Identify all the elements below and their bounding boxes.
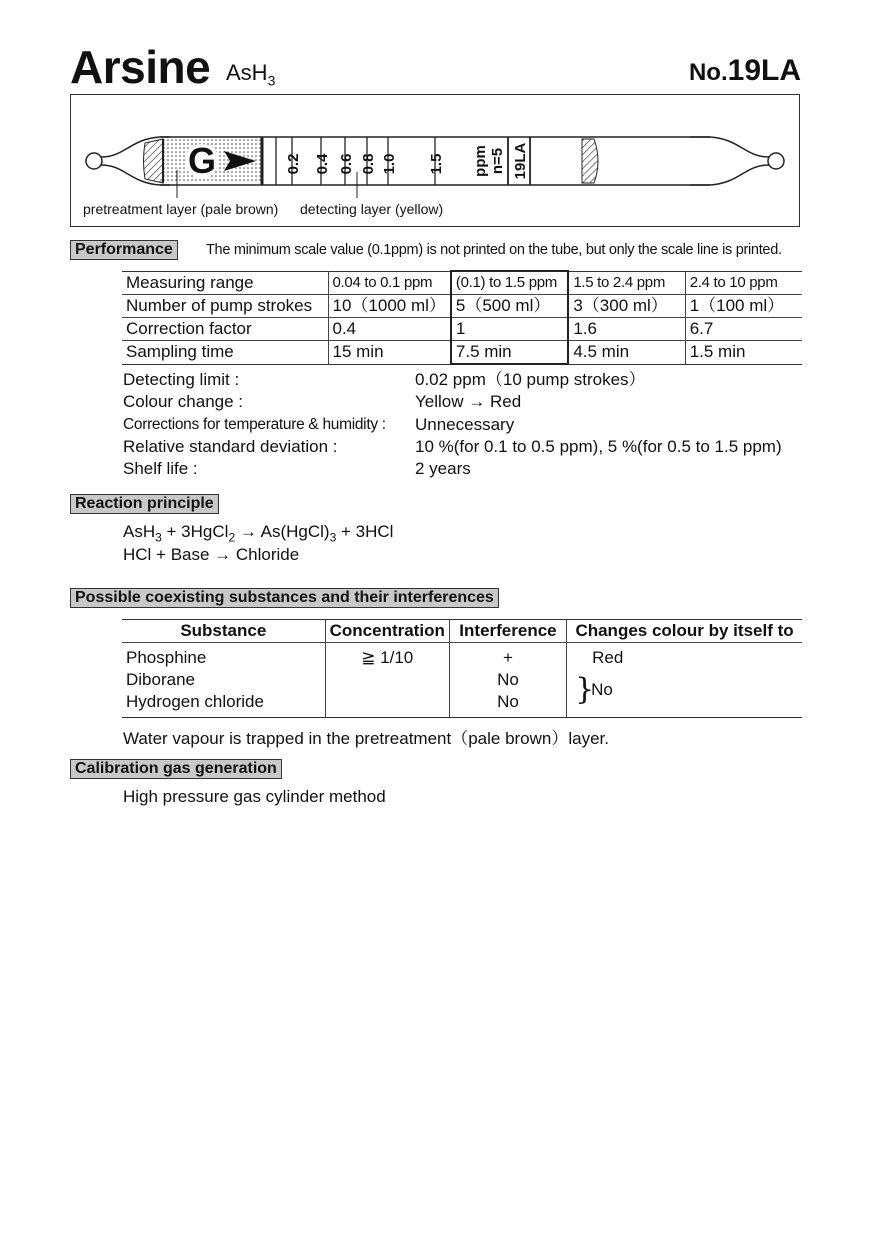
interferences-heading: Possible coexisting substances and their interferences xyxy=(70,588,499,608)
property-label: Shelf life : xyxy=(123,459,198,478)
table-row xyxy=(122,643,802,718)
chemical-formula: AsH$_3$ xyxy=(226,60,276,89)
tube-model-label: 19LA xyxy=(512,142,529,180)
table-row: Measuring range 0.04 to 0.1 ppm (0.1) to 1.5 ppm 1.5 to 2.4 ppm 2.4 to 10 ppm xyxy=(122,271,802,295)
property-value: Unnecessary xyxy=(415,415,515,434)
table-header-row: Substance Concentration Interference Changes colour by itself to xyxy=(122,620,802,643)
property-value: Yellow → Red xyxy=(415,392,522,411)
interference-value: + xyxy=(503,648,513,667)
pretreatment-caption: pretreatment layer (pale brown) xyxy=(83,201,279,217)
calibration-method: High pressure gas cylinder method xyxy=(123,787,386,806)
table-row: Correction factor 0.4 1 1.6 6.7 xyxy=(122,318,802,341)
property-label: Detecting limit : xyxy=(123,370,240,389)
strokes-label: n=5 xyxy=(489,147,506,175)
property-value: 0.02 ppm（10 pump strokes） xyxy=(415,370,646,389)
scale-label: 0.4 xyxy=(314,153,331,175)
scale-label: 1.0 xyxy=(381,153,398,175)
interference-value: No xyxy=(497,670,519,689)
performance-heading: Performance xyxy=(70,240,178,260)
substance-name: Diborane xyxy=(126,670,195,689)
performance-table xyxy=(122,270,802,365)
unit-label: ppm xyxy=(472,145,489,177)
reaction-equation-2: HCl + Base → Chloride xyxy=(123,545,300,564)
property-label: Colour change : xyxy=(123,392,244,411)
tube-diagram xyxy=(70,94,800,227)
scale-label: 0.8 xyxy=(360,153,377,175)
table-row: Number of pump strokes 10（1000 ml） 5（500 ml） 3（300 ml） 1（100 ml） xyxy=(122,295,802,318)
reaction-heading: Reaction principle xyxy=(70,494,219,514)
page-title: Arsine xyxy=(70,41,211,93)
substance-name: Phosphine xyxy=(126,648,207,667)
detecting-caption: detecting layer (yellow) xyxy=(300,201,444,217)
reaction-equation-1: AsH$_3$ + 3HgCl$_2$ → $As(HgCl)_3 + 3HCl$ xyxy=(123,522,394,545)
property-value: 2 years xyxy=(415,459,471,478)
interferences-table xyxy=(122,619,802,718)
colour-change-value: No xyxy=(591,680,613,699)
model-number: No.19LA xyxy=(688,54,801,87)
scale-note: The minimum scale value (0.1ppm) is not printed on the tube, but only the scale line is printed. xyxy=(206,242,782,258)
property-value: 10 %(for 0.1 to 0.5 ppm), 5 %(for 0.5 to 1.5 ppm) xyxy=(415,437,782,456)
calibration-heading: Calibration gas generation xyxy=(70,759,282,779)
brace-icon: } xyxy=(575,672,595,707)
logo-g-icon: G xyxy=(187,140,217,181)
interference-value: No xyxy=(497,692,519,711)
table-row: Sampling time 15 min 7.5 min 4.5 min 1.5 min xyxy=(122,341,802,365)
property-label: Relative standard deviation : xyxy=(123,437,338,456)
concentration-value: ≧ 1/10 xyxy=(361,648,414,667)
scale-label: 0.6 xyxy=(338,153,355,175)
scale-label: 1.5 xyxy=(428,153,445,175)
water-vapour-note: Water vapour is trapped in the pretreatment（pale brown）layer. xyxy=(123,729,610,748)
substance-name: Hydrogen chloride xyxy=(126,692,264,711)
scale-label: 0.2 xyxy=(285,153,302,175)
property-label: Corrections for temperature & humidity : xyxy=(123,416,386,433)
colour-change-value: Red xyxy=(592,648,624,667)
